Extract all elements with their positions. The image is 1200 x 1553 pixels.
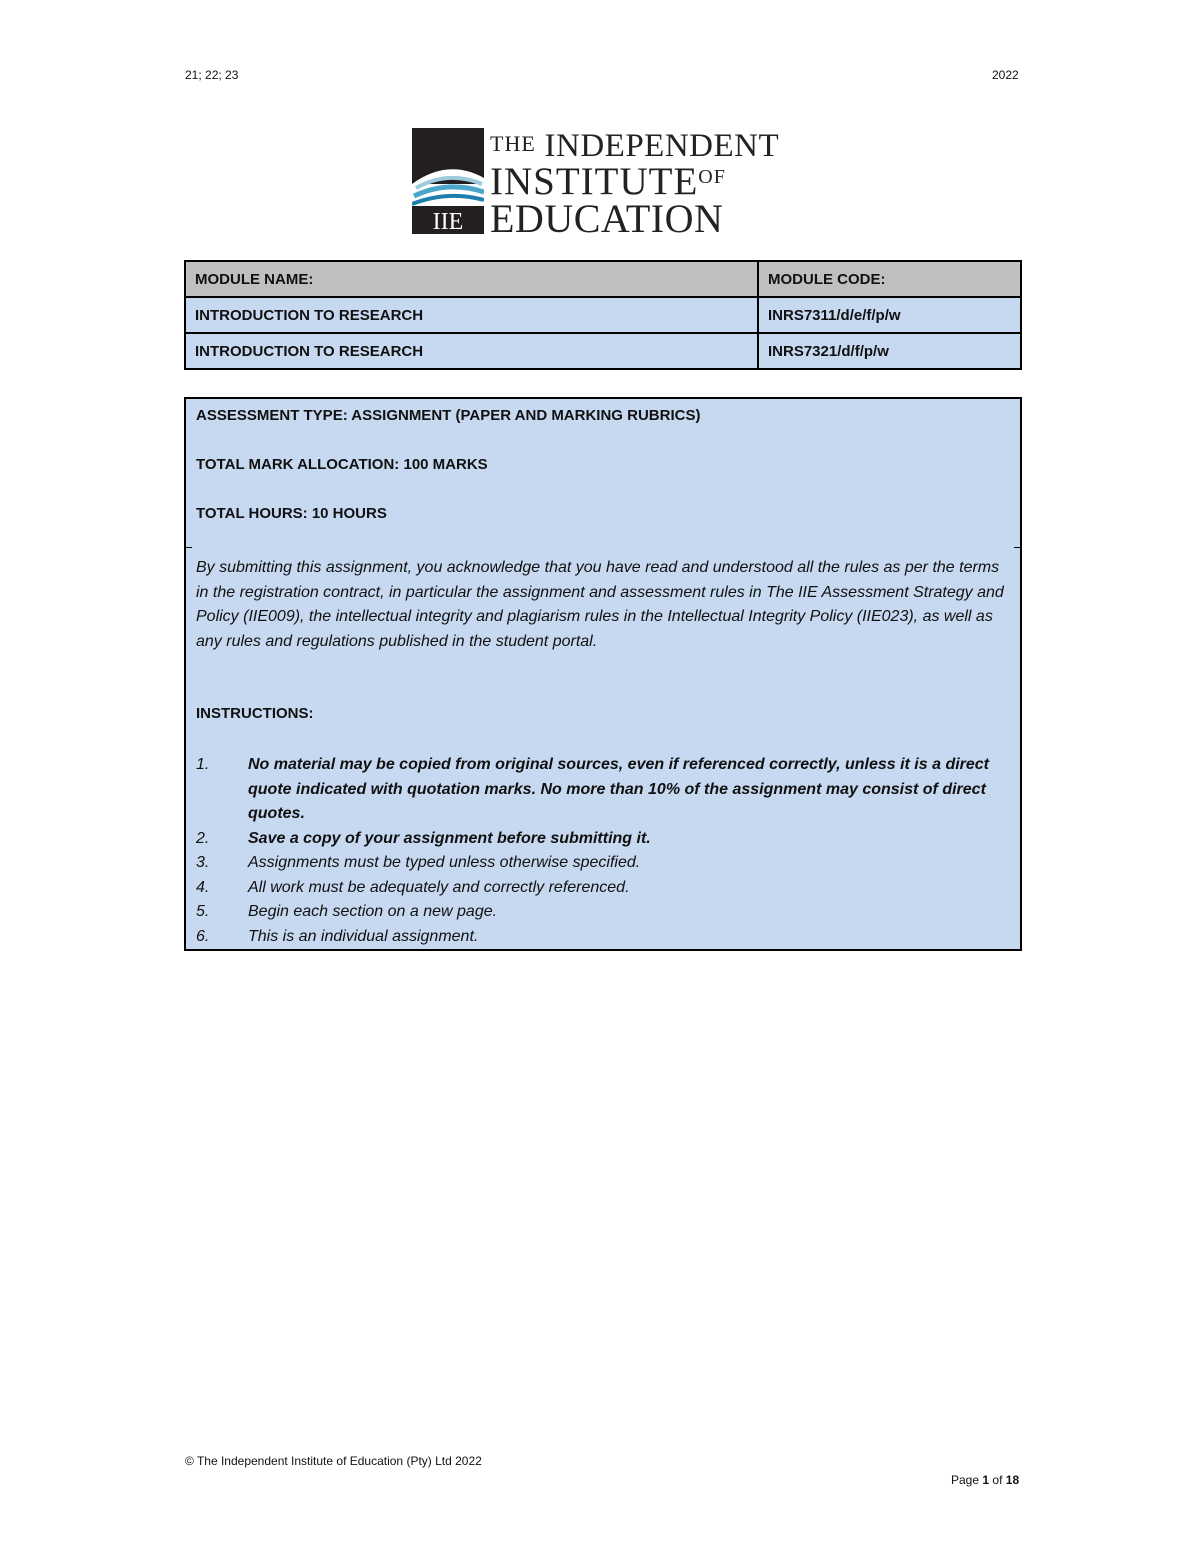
module-code-cell: INRS7311/d/e/f/p/w [758, 297, 1021, 333]
logo-line-2: $INSTITUTE^{OF}$ [490, 160, 726, 203]
logo-line-1: THE INDEPENDENT [490, 128, 780, 164]
page-number: Page 1 of 18 [951, 1473, 1020, 1487]
logo-mark-text: IIE [432, 209, 464, 234]
list-item: 3. Assignments must be typed unless otherwise specified. [196, 854, 641, 871]
iie-logo [412, 128, 792, 241]
list-item: 2. Save a copy of your assignment before submitting it. [196, 829, 651, 847]
header-left-text: 21; 22; 23 [185, 68, 239, 82]
footer-copyright: © The Independent Institute of Education (Pty) Ltd 2022 [185, 1454, 482, 1468]
instructions-list [196, 753, 1011, 949]
list-item: 6. This is an individual assignment. [196, 927, 479, 945]
module-name-cell: INTRODUCTION TO RESEARCH [185, 297, 758, 333]
module-name-header: MODULE NAME: [185, 261, 758, 297]
total-marks: TOTAL MARK ALLOCATION: 100 MARKS [196, 456, 488, 473]
module-code-cell: INRS7321/d/f/p/w [758, 333, 1021, 369]
acknowledgement-text: By submitting this assignment, you acknowledge that you have read and understood all the rules as per the terms in the registration contract, in particular the assignment and assessment rules in The IIE Assessment Strategy and Policy (IIE009), the intellectual integrity and plagiarism rules in the Intellectual Integrity Policy (IIE023), as well as any rules and regulations published in the student portal. [196, 559, 1004, 650]
module-code-header: MODULE CODE: [758, 261, 1021, 297]
module-table-header-row [185, 261, 1021, 297]
module-table [184, 260, 1022, 370]
table-row [185, 333, 1021, 369]
table-row [185, 297, 1021, 333]
iie-logo-mark-icon [412, 128, 484, 234]
divider-tick-right [1014, 547, 1022, 548]
list-item: 1. No material may be copied from original sources, even if referenced correctly, unless it is a direct quote indicated with quotation marks. No more than 10% of the assignment may consist of direct quotes. [196, 756, 990, 822]
instructions-title: INSTRUCTIONS: [196, 705, 314, 722]
total-hours: TOTAL HOURS: 10 HOURS [196, 505, 387, 522]
list-item: 5. Begin each section on a new page. [196, 903, 498, 920]
header-year: 2022 [992, 68, 1019, 82]
list-item: 4. All work must be adequately and correctly referenced. [196, 878, 630, 896]
logo-line-3: EDUCATION [490, 196, 724, 241]
assessment-type: ASSESSMENT TYPE: ASSIGNMENT (PAPER AND MARKING RUBRICS) [196, 407, 701, 424]
assessment-box [184, 397, 1022, 951]
module-name-cell: INTRODUCTION TO RESEARCH [185, 333, 758, 369]
divider-tick-left [184, 547, 192, 548]
